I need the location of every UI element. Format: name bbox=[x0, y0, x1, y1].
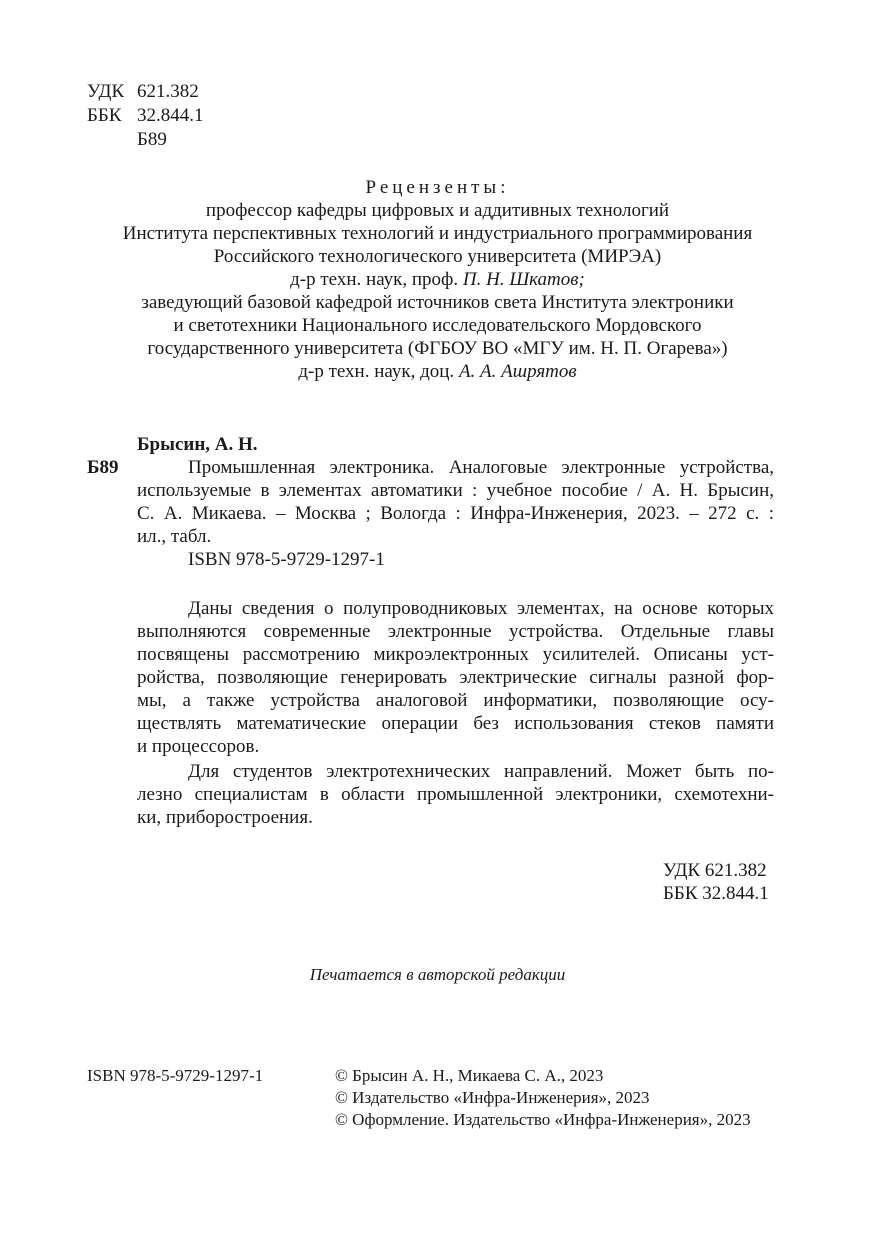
reviewers-line: государственного университета (ФГБОУ ВО «МГУ им. Н. П. Огарева») bbox=[147, 338, 728, 359]
reviewer-2-name: А. А. Ашрятов bbox=[458, 361, 577, 382]
catalog-description-line: Промышленная электроника. Аналоговые электронные устройства, bbox=[188, 457, 774, 478]
catalog-isbn: ISBN 978-5-9729-1297-1 bbox=[188, 549, 385, 570]
annotation-line: мы, а также устройства аналоговой информатики, позволяющие осу- bbox=[137, 690, 774, 711]
udk-value: 621.382 bbox=[137, 81, 199, 102]
copyright-line: © Оформление. Издательство «Инфра-Инженерия», 2023 bbox=[335, 1110, 751, 1129]
reviewer-2 bbox=[0, 360, 875, 383]
reviewer-1 bbox=[0, 268, 875, 291]
reviewer-1-name: П. Н. Шкатов; bbox=[462, 269, 585, 290]
copyright-line: © Брысин А. Н., Микаева С. А., 2023 bbox=[335, 1066, 604, 1085]
reviewers-line: Российского технологического университета (МИРЭА) bbox=[213, 246, 662, 267]
reviewers-line: и светотехники Национального исследовательского Мордовского bbox=[173, 315, 702, 336]
catalog-description-line: С. А. Микаева. – Москва ; Вологда : Инфра-Инженерия, 2023. – 272 с. : bbox=[137, 503, 774, 524]
bottom-bbk: ББК 32.844.1 bbox=[663, 883, 769, 904]
reviewers-heading: Рецензенты: bbox=[365, 177, 510, 198]
annotation-line: ройства, позволяющие генерировать электрические сигналы разной фор- bbox=[137, 667, 774, 688]
annotation-line: посвящены рассмотрению микроэлектронных усилителей. Описаны уст- bbox=[137, 644, 774, 665]
catalog-description-line: ил., табл. bbox=[137, 526, 212, 547]
annotation-line: выполняются современные электронные устройства. Отдельные главы bbox=[137, 621, 774, 642]
reviewer-1-degree: д-р техн. наук, проф. bbox=[290, 269, 463, 290]
catalog-sign: Б89 bbox=[87, 457, 119, 478]
annotation-line: Даны сведения о полупроводниковых элементах, на основе которых bbox=[188, 598, 774, 619]
bottom-udk: УДК 621.382 bbox=[663, 860, 767, 881]
reviewer-2-degree: д-р техн. наук, доц. bbox=[298, 361, 459, 382]
edition-note: Печатается в авторской редакции bbox=[309, 965, 566, 984]
footer-isbn: ISBN 978-5-9729-1297-1 bbox=[87, 1066, 264, 1085]
annotation-line: Для студентов электротехнических направлений. Может быть по- bbox=[188, 761, 774, 782]
annotation-line: и процессоров. bbox=[137, 736, 260, 757]
catalog-author: Брысин, А. Н. bbox=[137, 434, 258, 455]
reviewers-line: Института перспективных технологий и индустриального программирования bbox=[122, 223, 753, 244]
author-sign: Б89 bbox=[137, 129, 167, 150]
annotation-line: ки, приборостроения. bbox=[137, 807, 313, 828]
bbk-label: ББК bbox=[87, 105, 122, 126]
reviewers-line: профессор кафедры цифровых и аддитивных технологий bbox=[205, 200, 670, 221]
catalog-description-line: используемые в элементах автоматики : учебное пособие / А. Н. Брысин, bbox=[137, 480, 774, 501]
reviewers-line: заведующий базовой кафедрой источников света Института электроники bbox=[141, 292, 734, 313]
annotation-line: лезно специалистам в области промышленной электроники, схемотехни- bbox=[137, 784, 774, 805]
udk-label: УДК bbox=[87, 81, 125, 102]
annotation-line: ществлять математические операции без использования стеков памяти bbox=[137, 713, 774, 734]
bbk-value: 32.844.1 bbox=[137, 105, 204, 126]
copyright-line: © Издательство «Инфра-Инженерия», 2023 bbox=[335, 1088, 650, 1107]
